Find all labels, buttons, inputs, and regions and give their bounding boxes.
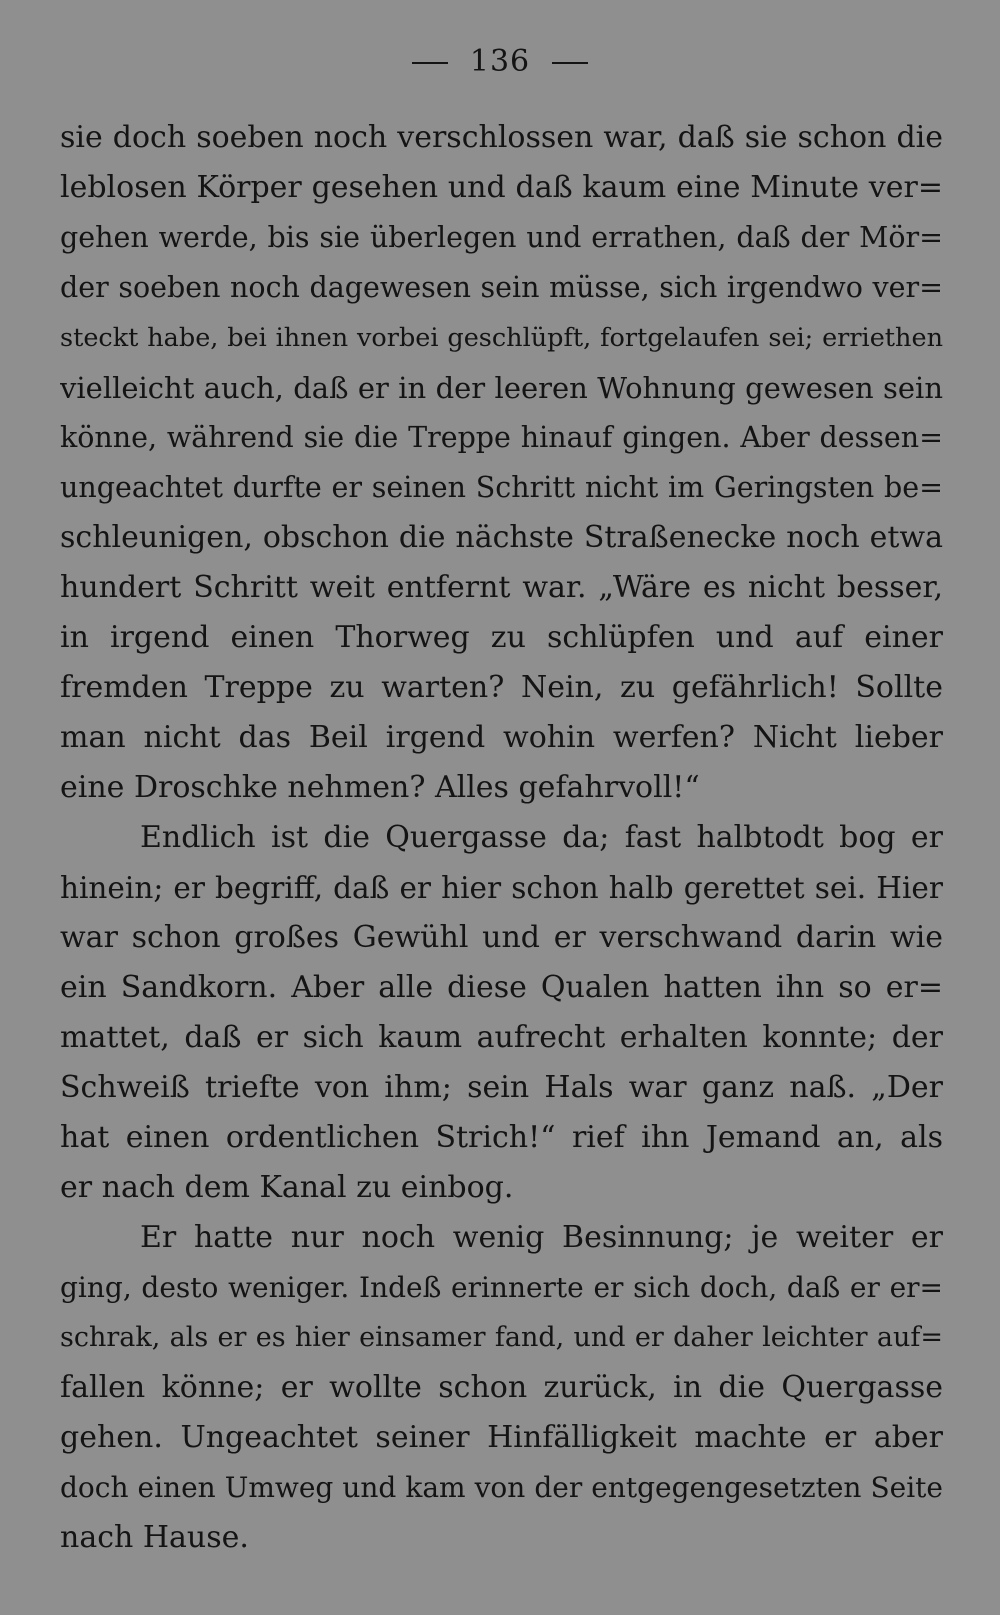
text-line: gehen werde, bis sie überlegen und errathen, daß der Mör=: [60, 221, 943, 254]
text-line: vielleicht auch, daß er in der leeren Wohnung gewesen sein: [60, 371, 943, 405]
text-line: Schweiß triefte von ihm; sein Hals war ganz naß. „Der: [60, 1070, 943, 1105]
text-line: sie doch soeben noch verschlossen war, daß sie schon die: [60, 120, 943, 155]
text-line: hat einen ordentlichen Strich!“ rief ihn Jemand an, als: [60, 1120, 943, 1155]
text-line: Er hatte nur noch wenig Besinnung; je weiter er: [140, 1220, 943, 1255]
text-line: steckt habe, bei ihnen vorbei geschlüpft, fortgelaufen sei; erriethen: [60, 323, 943, 353]
text-line: er nach dem Kanal zu einbog.: [60, 1170, 514, 1205]
text-line: der soeben noch dagewesen sein müsse, sich irgendwo ver=: [60, 271, 943, 304]
text-line: hinein; er begriff, daß er hier schon halb gerettet sei. Hier: [60, 871, 943, 905]
text-line: mattet, daß er sich kaum aufrecht erhalten konnte; der: [60, 1020, 943, 1055]
text-line: schleunigen, obschon die nächste Straßenecke noch etwa: [60, 520, 943, 555]
text-line: gehen. Ungeachtet seiner Hinfälligkeit machte er aber: [60, 1420, 943, 1455]
text-line: ein Sandkorn. Aber alle diese Qualen hatten ihn so er=: [60, 970, 943, 1005]
text-line: doch einen Umweg und kam von der entgegengesetzten Seite: [60, 1471, 943, 1504]
page-number: 136: [469, 44, 531, 79]
text-body: [60, 113, 943, 1563]
header-dash-right: [552, 62, 588, 64]
text-line: nach Hause.: [60, 1520, 249, 1555]
text-line: in irgend einen Thorweg zu schlüpfen und auf einer: [60, 620, 943, 655]
text-line: leblosen Körper gesehen und daß kaum eine Minute ver=: [60, 170, 943, 205]
text-line: Endlich ist die Quergasse da; fast halbtodt bog er: [140, 820, 943, 855]
text-line: fallen könne; er wollte schon zurück, in die Quergasse: [60, 1370, 943, 1405]
text-line: hundert Schritt weit entfernt war. „Wäre es nicht besser,: [60, 570, 943, 605]
text-line: ging, desto weniger. Indeß erinnerte er sich doch, daß er er=: [60, 1271, 943, 1304]
text-line: man nicht das Beil irgend wohin werfen? Nicht lieber: [60, 720, 943, 755]
text-line: könne, während sie die Treppe hinauf gingen. Aber dessen=: [60, 421, 943, 454]
paragraph: [60, 1213, 943, 1563]
text-line: schrak, als er es hier einsamer fand, und er daher leichter auf=: [60, 1322, 943, 1353]
text-line: ungeachtet durfte er seinen Schritt nicht im Geringsten be=: [60, 471, 943, 504]
text-line: eine Droschke nehmen? Alles gefahrvoll!“: [60, 770, 700, 805]
text-line: fremden Treppe zu warten? Nein, zu gefährlich! Sollte: [60, 670, 943, 705]
text-line: war schon großes Gewühl und er verschwand darin wie: [60, 920, 943, 955]
paragraph: [60, 813, 943, 1213]
page-header: [0, 40, 1000, 84]
header-dash-left: [412, 62, 448, 64]
paragraph: [60, 113, 943, 813]
